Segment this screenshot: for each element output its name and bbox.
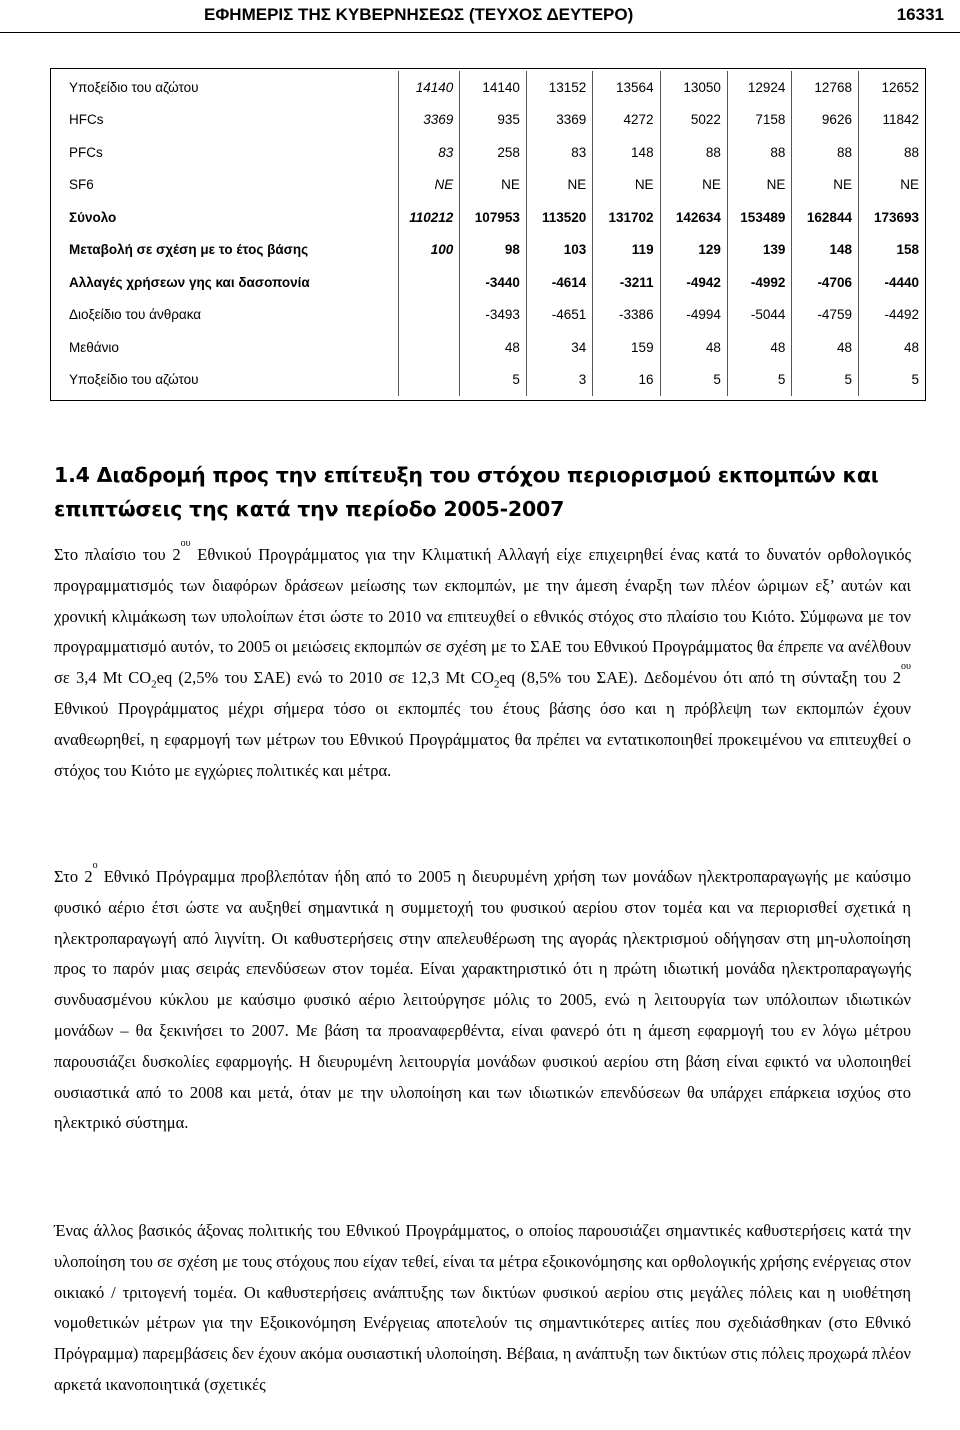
value-cell: -3440 bbox=[460, 266, 527, 299]
value-cell: 14140 bbox=[460, 71, 527, 104]
page-number: 16331 bbox=[896, 5, 944, 24]
emissions-table-frame bbox=[50, 68, 926, 401]
value-cell: 48 bbox=[792, 331, 859, 364]
value-cell: -4706 bbox=[792, 266, 859, 299]
table-row bbox=[53, 201, 925, 234]
value-cell: -4994 bbox=[660, 299, 727, 332]
emissions-table-body bbox=[53, 71, 925, 396]
paragraph-1-text: eq (8,5% του ΣΑΕ). Δεδομένου ότι από τη σύνταξη του 2 bbox=[499, 668, 902, 688]
value-cell: 88 bbox=[727, 136, 791, 169]
value-cell: 48 bbox=[903, 339, 919, 355]
row-label: SF6 bbox=[53, 169, 398, 202]
table-row bbox=[53, 169, 925, 202]
paragraph-2-text: Στο 2 bbox=[54, 867, 93, 886]
value-cell: 3369 bbox=[526, 104, 592, 137]
paragraph-1-text: Στο πλαίσιο του 2 bbox=[54, 545, 181, 564]
value-cell: 129 bbox=[660, 234, 727, 267]
value-cell: 13564 bbox=[593, 71, 660, 104]
value-cell: 48 bbox=[660, 331, 727, 364]
value-cell: 159 bbox=[593, 331, 660, 364]
table-row bbox=[53, 266, 925, 299]
section-heading: 1.4 Διαδρομή προς την επίτευξη του στόχου περιορισμού εκπομπών και επιπτώσεις της κατά την περίοδο 2005-2007 bbox=[54, 463, 879, 521]
value-cell: 48 bbox=[727, 331, 791, 364]
base-year-cell: NE bbox=[398, 169, 459, 202]
value-cell: -4651 bbox=[526, 299, 592, 332]
table-row bbox=[53, 234, 925, 267]
value-cell: 139 bbox=[727, 234, 791, 267]
table-row bbox=[53, 331, 925, 364]
row-label: Αλλαγές χρήσεων γης και δασοπονία bbox=[53, 266, 398, 299]
value-cell: NE bbox=[900, 177, 919, 193]
value-cell: 4272 bbox=[593, 104, 660, 137]
value-cell: 258 bbox=[460, 136, 527, 169]
paragraph-3: Ένας άλλος βασικός άξονας πολιτικής του Εθνικού Προγράμματος, ο οποίος παρουσιάζει σημαντικές καθυστερήσεις κατά την υλοποίηση του σε σχέση με τους στόχους που είχαν τεθεί, είναι τα μέτρα εξοικονόμησης και ορθολογικής χρήσης ενέργειας στον οικιακό / τριτογενή τομέα. Οι καθυστερήσεις ανάπτυξης των δικτύων φυσικού αερίου στις μεγάλες πόλεις και η υιοθέτηση νομοθετικών μέτρων για την Εξοικονόμηση Ενέργειας αποτελούν τις σημαντικότερες αιτίες που σχεδιάσθηκαν (στο Εθνικό Πρόγραμμα) παρεμβάσεις δεν έχουν ακόμα ουσιαστική υλοποίηση. Βέβαια, η ανάπτυξη των δικτύων στις πόλεις προχωρά πλέον αρκετά ικανοποιητικά (σχετικές bbox=[54, 1221, 911, 1394]
table-row bbox=[53, 299, 925, 332]
value-cell: 12924 bbox=[727, 71, 791, 104]
value-cell: 83 bbox=[526, 136, 592, 169]
paragraph-1 bbox=[54, 540, 911, 786]
paragraph-2 bbox=[54, 862, 911, 1139]
value-cell: 107953 bbox=[460, 201, 527, 234]
table-row bbox=[53, 364, 925, 397]
base-year-cell bbox=[398, 331, 459, 364]
value-cell: 98 bbox=[460, 234, 527, 267]
base-year-cell: 100 bbox=[398, 234, 459, 267]
row-label: Διοξείδιο του άνθρακα bbox=[53, 299, 398, 332]
value-cell: 142634 bbox=[660, 201, 727, 234]
value-cell: 3 bbox=[526, 364, 592, 397]
table-row bbox=[53, 104, 925, 137]
value-cell: 88 bbox=[660, 136, 727, 169]
paragraph-2-text: Εθνικό Πρόγραμμα προβλεπόταν ήδη από το 2005 η διευρυμένη χρήση των μονάδων ηλεκτροπαραγωγής με καύσιμο φυσικό αέριο έτσι ώστε να αυξηθεί σημαντικά η συμμετοχή του φυσικού αερίου στον τομέα και να περιορισθεί σχετικά η ηλεκτροπαραγωγή από λιγνίτη. Οι καθυστερήσεις στην απελευθέρωση της αγοράς ηλεκτρισμού οδήγησαν στη μη-υλοποίηση προς το παρόν μιας σειράς επενδύσεων στον τομέα. Είναι χαρακτηριστικό ότι η πρώτη ιδιωτική μονάδα ηλεκτροπαραγωγής συνδυασμένου κύκλου με καύσιμο φυσικό αέριο λειτούργησε μόλις το 2005, ενώ η λειτουργία των υπόλοιπων ιδιωτικών μονάδων – θα ξεκινήσει το 2007. Με βάση τα προαναφερθέντα, είναι φανερό ότι η άμεση εφαρμογή του εν λόγω μέτρου παρουσιάζει δυσκολίες εφαρμογής. Η διευρυμένη λειτουργία μονάδων φυσικού αερίου στη βάση είναι εφικτό να υλοποιηθεί ουσιαστικά από το 2008 και μετά, όταν με την υλοποίηση και των ιδιωτικών επενδύσεων θα υπάρχει επάρκεια ισχύος στο ηλεκτρικό σύστημα. bbox=[54, 867, 911, 1133]
value-cell: 173693 bbox=[873, 209, 919, 225]
value-cell: -4942 bbox=[660, 266, 727, 299]
emissions-table bbox=[53, 71, 925, 396]
value-cell: -4759 bbox=[792, 299, 859, 332]
paragraph-1-subscript: 2 bbox=[493, 678, 500, 691]
row-label: Μεταβολή σε σχέση με το έτος βάσης bbox=[53, 234, 398, 267]
paragraph-1-text: Εθνικού Προγράμματος για την Κλιματική Αλλαγή είχε επιχειρηθεί ένας κατά το δυνατόν ορθολογικός προγραμματισμός των διαφόρων δράσεων μείωσης των εκπομπών, με την άμεση έναρξη των πλέον ώριμων εξ’ αυτών και χρονική κλιμάκωση των υπολοίπων έτσι ώστε το 2010 να επιτευχθεί ο εθνικός στόχος στο πλαίσιο του Κιότο. Σύμφωνα με τον προγραμματισμό αυτόν, το 2005 οι μειώσεις εκπομπών σε σχέση με το ΣΑΕ του Εθνικού Προγράμματος θα έπρεπε να ανέλθουν σε 3,4 Mt CO bbox=[54, 545, 911, 688]
value-cell: -4440 bbox=[884, 274, 919, 290]
value-cell: 5 bbox=[660, 364, 727, 397]
value-cell: -4492 bbox=[884, 307, 919, 323]
value-cell: 5022 bbox=[660, 104, 727, 137]
base-year-cell: 110212 bbox=[398, 201, 459, 234]
value-cell: 103 bbox=[526, 234, 592, 267]
base-year-cell bbox=[398, 266, 459, 299]
value-cell: 88 bbox=[792, 136, 859, 169]
value-cell: 48 bbox=[460, 331, 527, 364]
value-cell: 153489 bbox=[727, 201, 791, 234]
value-cell: 16 bbox=[593, 364, 660, 397]
value-cell: NE bbox=[727, 169, 791, 202]
paragraph-1-text: Εθνικού Προγράμματος μέχρι σήμερα τόσο οι εκπομπές του έτους βάσης όσο και η πρόβλεψη των εκπομπών έχουν αναθεωρηθεί, η εφαρμογή των μέτρων του Εθνικού Προγράμματος θα πρέπει να εντατικοποιηθεί προκειμένου να επιτευχθεί ο στόχος του Κιότο με εγχώριες πολιτικές και μέτρα. bbox=[54, 698, 911, 780]
value-cell: 119 bbox=[593, 234, 660, 267]
value-cell: 9626 bbox=[792, 104, 859, 137]
table-row bbox=[53, 71, 925, 104]
value-cell: 7158 bbox=[727, 104, 791, 137]
value-cell: NE bbox=[526, 169, 592, 202]
value-cell: -5044 bbox=[727, 299, 791, 332]
table-row bbox=[53, 136, 925, 169]
value-cell: 935 bbox=[460, 104, 527, 137]
value-cell: 113520 bbox=[526, 201, 592, 234]
row-label: Υποξείδιο του αζώτου bbox=[53, 364, 398, 397]
page-header bbox=[0, 0, 960, 33]
value-cell: 148 bbox=[792, 234, 859, 267]
value-cell: 148 bbox=[593, 136, 660, 169]
value-cell: 5 bbox=[460, 364, 527, 397]
value-cell: 158 bbox=[896, 242, 919, 258]
value-cell: 12652 bbox=[881, 79, 919, 95]
value-cell: -3386 bbox=[593, 299, 660, 332]
value-cell: 162844 bbox=[792, 201, 859, 234]
value-cell: 88 bbox=[903, 144, 919, 160]
value-cell: 13152 bbox=[526, 71, 592, 104]
row-label: PFCs bbox=[53, 136, 398, 169]
value-cell: 5 bbox=[911, 372, 919, 388]
value-cell: NE bbox=[792, 169, 859, 202]
value-cell: 131702 bbox=[593, 201, 660, 234]
value-cell: 5 bbox=[792, 364, 859, 397]
row-label: Μεθάνιο bbox=[53, 331, 398, 364]
value-cell: 12768 bbox=[792, 71, 859, 104]
base-year-cell bbox=[398, 299, 459, 332]
base-year-cell bbox=[398, 364, 459, 397]
value-cell: NE bbox=[660, 169, 727, 202]
value-cell: 13050 bbox=[660, 71, 727, 104]
value-cell: -3211 bbox=[593, 266, 660, 299]
row-label: Υποξείδιο του αζώτου bbox=[53, 71, 398, 104]
paragraph-1-text: eq (2,5% του ΣΑΕ) ενώ το 2010 σε 12,3 Mt CO bbox=[156, 668, 494, 688]
row-label: Σύνολο bbox=[53, 201, 398, 234]
base-year-cell: 83 bbox=[398, 136, 459, 169]
value-cell: -4614 bbox=[526, 266, 592, 299]
row-label: HFCs bbox=[53, 104, 398, 137]
value-cell: 34 bbox=[526, 331, 592, 364]
base-year-cell: 14140 bbox=[398, 71, 459, 104]
gazette-title: ΕΦΗΜΕΡΙΣ ΤΗΣ ΚΥΒΕΡΝΗΣΕΩΣ (ΤΕΥΧΟΣ ΔΕΥΤΕΡΟ) bbox=[204, 5, 634, 24]
value-cell: -3493 bbox=[460, 299, 527, 332]
paragraph-1-superscript: ου bbox=[180, 538, 191, 549]
paragraph-1-superscript: ου bbox=[901, 661, 911, 673]
value-cell: 5 bbox=[727, 364, 791, 397]
value-cell: NE bbox=[593, 169, 660, 202]
base-year-cell: 3369 bbox=[398, 104, 459, 137]
value-cell: NE bbox=[460, 169, 527, 202]
value-cell: 11842 bbox=[882, 112, 919, 128]
value-cell: -4992 bbox=[727, 266, 791, 299]
paragraph-2-superscript: ο bbox=[92, 860, 98, 871]
paragraph-1-subscript: 2 bbox=[151, 678, 157, 691]
